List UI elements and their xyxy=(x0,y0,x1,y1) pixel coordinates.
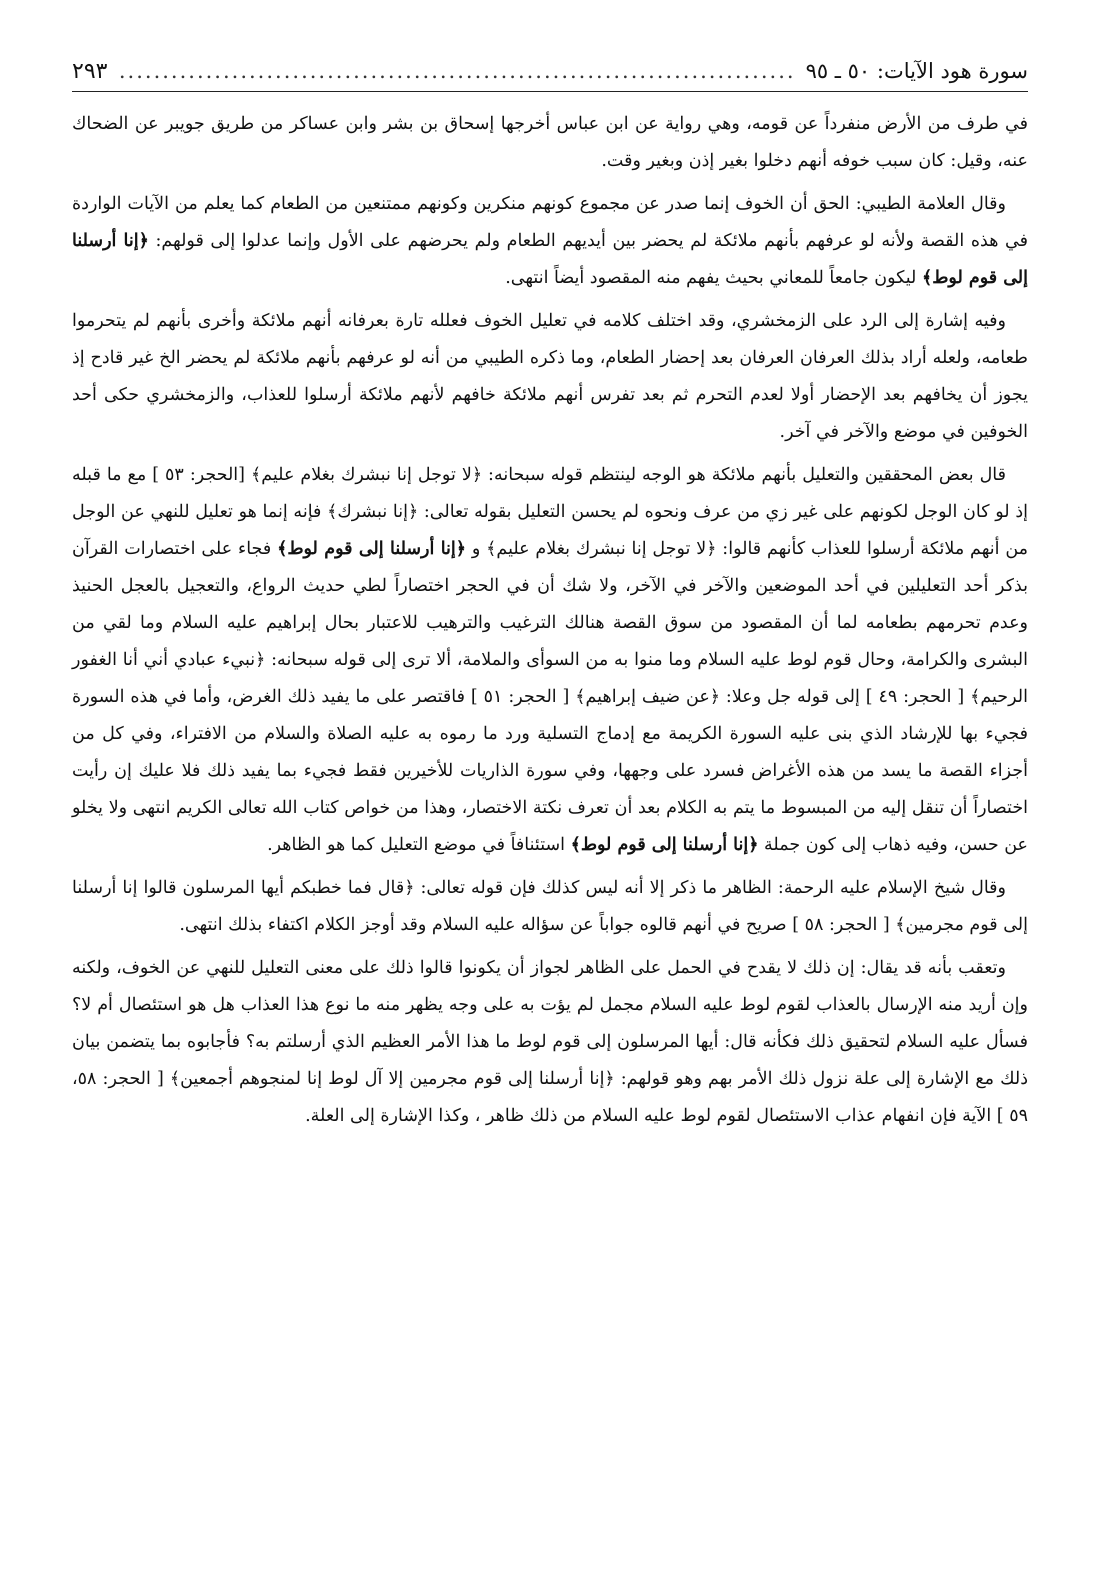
text-run: وقال العلامة الطيبي: الحق أن الخوف إنما صدر عن مجموع كونهم منكرين وكونهم ممتنعين من الطعام كما يعلم من الآيات الواردة في هذه القصة ولأنه لو عرفهم بأنهم ملائكة لم يحضر بين أيديهم الطعام ولم يحرضهم على الأول وإنما عدلوا إلى قولهم: xyxy=(72,194,1028,251)
text-run: وفيه إشارة إلى الرد على الزمخشري، وقد اختلف كلامه في تعليل الخوف فعلله تارة بعرفانه أنهم ملائكة وأخرى بأنهم لم يتحرموا طعامه، ولعله أراد بذلك العرفان العرفان بعد إحضار الطعام، وما ذكره الطيبي من أنه لو عرفهم بأنهم ملائكة لم يحضر الخ غير قادح إذ يجوز أن يخافهم بعد الإحضار أولا لعدم التحرم ثم بعد تفرس أنهم ملائكة خافهم لأنهم ملائكة أرسلوا للعذاب، والزمخشري حكى أحد الخوفين في موضع والآخر في آخر. xyxy=(72,311,1028,442)
text-run: قال بعض المحققين والتعليل بأنهم ملائكة هو الوجه لينتظم قوله سبحانه: ﴿لا توجل إنا نبشرك بغلام عليم﴾ [الحجر: ٥٣ ] مع ما قبله إذ لو كان الوجل لكونهم على غير زي من عرف ونحوه لم يحسن التعليل بقوله تعالى: ﴿إنا نبشرك﴾ فإنه إنما هو تعليل للنهي عن الوجل من أنهم ملائكة أرسلوا للعذاب كأنهم قالوا: ﴿لا توجل إنا نبشرك بغلام عليم﴾ و xyxy=(72,465,1029,559)
text-run: وقال شيخ الإسلام عليه الرحمة: الظاهر ما ذكر إلا أنه ليس كذلك فإن قوله تعالى: ﴿قال فما خطبكم أيها المرسلون قالوا إنا أرسلنا إلى قوم مجرمين﴾ [ الحجر: ٥٨ ] صريح في أنهم قالوه جواباً عن سؤاله عليه السلام وقد أوجز الكلام اكتفاء بذلك انتهى. xyxy=(72,878,1028,935)
text-run: ليكون جامعاً للمعاني بحيث يفهم منه المقصود أيضاً انتهى. xyxy=(505,268,922,288)
paragraph-2 xyxy=(72,186,1028,297)
text-run: وتعقب بأنه قد يقال: إن ذلك لا يقدح في الحمل على الظاهر لجواز أن يكونوا قالوا ذلك على معنى التعليل للنهي عن الخوف، ولكنه وإن أريد منه الإرسال بالعذاب لقوم لوط عليه السلام مجمل لم يؤت به على وجه يظهر منه ما نوع هذا العذاب هل هو استئصال أم لا؟ فسأل عليه السلام لتحقيق ذلك فكأنه قال: أيها المرسلون إلى قوم لوط ما هذا الأمر العظيم الذي أرسلتم به؟ فأجابوه بما يتضمن بيان ذلك مع الإشارة إلى علة نزول ذلك الأمر بهم وهو قولهم: ﴿إنا أرسلنا إلى قوم مجرمين إلا آل لوط إنا لمنجوهم أجمعين﴾ [ الحجر: ٥٨، ٥٩ ] الآية فإن انفهام عذاب الاستئصال لقوم لوط عليه السلام من ذلك ظاهر ، وكذا الإشارة إلى العلة. xyxy=(72,958,1028,1126)
running-head xyxy=(72,56,1028,92)
paragraph-6 xyxy=(72,950,1028,1135)
paragraph-5 xyxy=(72,870,1028,944)
text-run: فجاء على اختصارات القرآن بذكر أحد التعليلين في أحد الموضعين والآخر في الآخر، ولا شك أن في الحجر اختصاراً لطي حديث الرواع، والتعجيل بالعجل الحنيذ وعدم تحرمهم بطعامه لما أن المقصود من سوق القصة هنالك الترغيب والترهيب للاعتبار بحال إبراهيم عليه السلام وما لقي من البشرى والكرامة، وحال قوم لوط عليه السلام وما منوا به من السوأى والملامة، ألا ترى إلى قوله سبحانه: ﴿نبيء عبادي أني أنا الغفور الرحيم﴾ [ الحجر: ٤٩ ] إلى قوله جل وعلا: ﴿عن ضيف إبراهيم﴾ [ الحجر: ٥١ ] فاقتصر على ما يفيد ذلك الغرض، وأما في هذه السورة فجيء بها للإرشاد الذي بنى عليه السورة الكريمة مع إدماج التسلية ورد ما رموه به عليه الصلاة والسلام من الافتراء، وفي كل من أجزاء القصة ما يسد من هذه الأغراض فسرد على وجهها، وفي سورة الذاريات للأخيرين فقط فجيء بما يفيد ذلك فلا عليك إن رأيت اختصاراً أن تنقل إليه من المبسوط ما يتم به الكلام بعد أن تعرف نكتة الاختصار، وهذا من خواص كتاب الله تعالى الكريم انتهى ولا يخلو عن حسن، وفيه ذهاب إلى كون جملة xyxy=(72,539,1028,855)
commentary-body xyxy=(72,106,1028,1135)
quran-quote: ﴿إنا أرسلنا إلى قوم لوط﴾ xyxy=(570,835,759,855)
leader-dots xyxy=(117,56,795,86)
paragraph-3 xyxy=(72,303,1028,451)
page-number: ٢٩٣ xyxy=(72,59,108,84)
paragraph-4 xyxy=(72,457,1028,864)
quran-quote: ﴿إنا أرسلنا إلى قوم لوط﴾ xyxy=(277,539,467,559)
surah-heading: سورة هود الآيات: ٥٠ ـ ٩٥ xyxy=(805,59,1028,83)
quran-quote: ﴿إنا أرسلنا إلى قوم لوط﴾ xyxy=(72,231,1028,288)
paragraph-1 xyxy=(72,106,1028,180)
text-run: في طرف من الأرض منفرداً عن قومه، وهي رواية عن ابن عباس أخرجها إسحاق بن بشر وابن عساكر من طريق جويبر عن الضحاك عنه، وقيل: كان سبب خوفه أنهم دخلوا بغير إذن وبغير وقت. xyxy=(72,114,1028,171)
text-run: استئنافاً في موضع التعليل كما هو الظاهر. xyxy=(267,835,571,855)
